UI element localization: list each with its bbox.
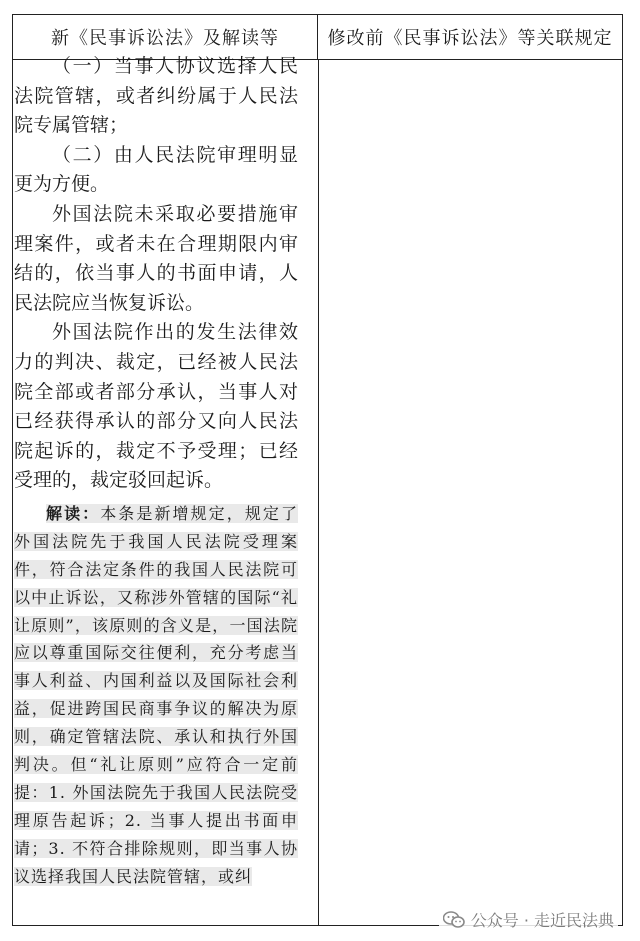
clause-paragraph: （一）当事人协议选择人民法院管辖，或者纠纷属于人民法院专属管辖； (14, 55, 298, 137)
column-divider (318, 59, 319, 925)
clause-paragraph: 外国法院未采取必要措施审理案件，或者未在合理期限内审结的，依当事人的书面申请，人民法院应当恢复诉讼。 (14, 202, 298, 314)
commentary-lead: 解读： (46, 503, 101, 523)
header-old-law: 修改前《民事诉讼法》等关联规定 (327, 28, 613, 49)
new-law-column (14, 52, 298, 891)
wechat-icon (443, 911, 465, 929)
watermark (439, 906, 618, 933)
header-new-law: 新《民事诉讼法》及解读等 (13, 15, 318, 59)
commentary-block (14, 500, 298, 891)
commentary-text: 本条是新增规定，规定了外国法院先于我国人民法院受理案件，符合法定条件的我国人民法院可以中止诉讼，又称涉外管辖的国际“礼让原则”，该原则的含义是，一国法院应以尊重国际交往便利，充分考虑当事人利益、内国利益以及国际社会利益，促进跨国民商事争议的解决为原则，确定管辖法院、承认和执行外国判决。但“礼让原则”应符合一定前提：1. 外国法院先于我国人民法院受理原告起诉；2. 当事人提出书面申请；3. 不符合排除规则，即当事人协议选择我国人民法院管辖，或纠 (14, 503, 298, 886)
clause-paragraph: 外国法院作出的发生法律效力的判决、裁定，已经被人民法院全部或者部分承认，当事人对已经获得承认的部分又向人民法院起诉的，裁定不予受理；已经受理的，裁定驳回起诉。 (14, 321, 298, 492)
clause-paragraph: （二）由人民法院审理明显更为方便。 (14, 143, 298, 196)
watermark-text: 公众号 · 走近民法典 (470, 911, 614, 930)
